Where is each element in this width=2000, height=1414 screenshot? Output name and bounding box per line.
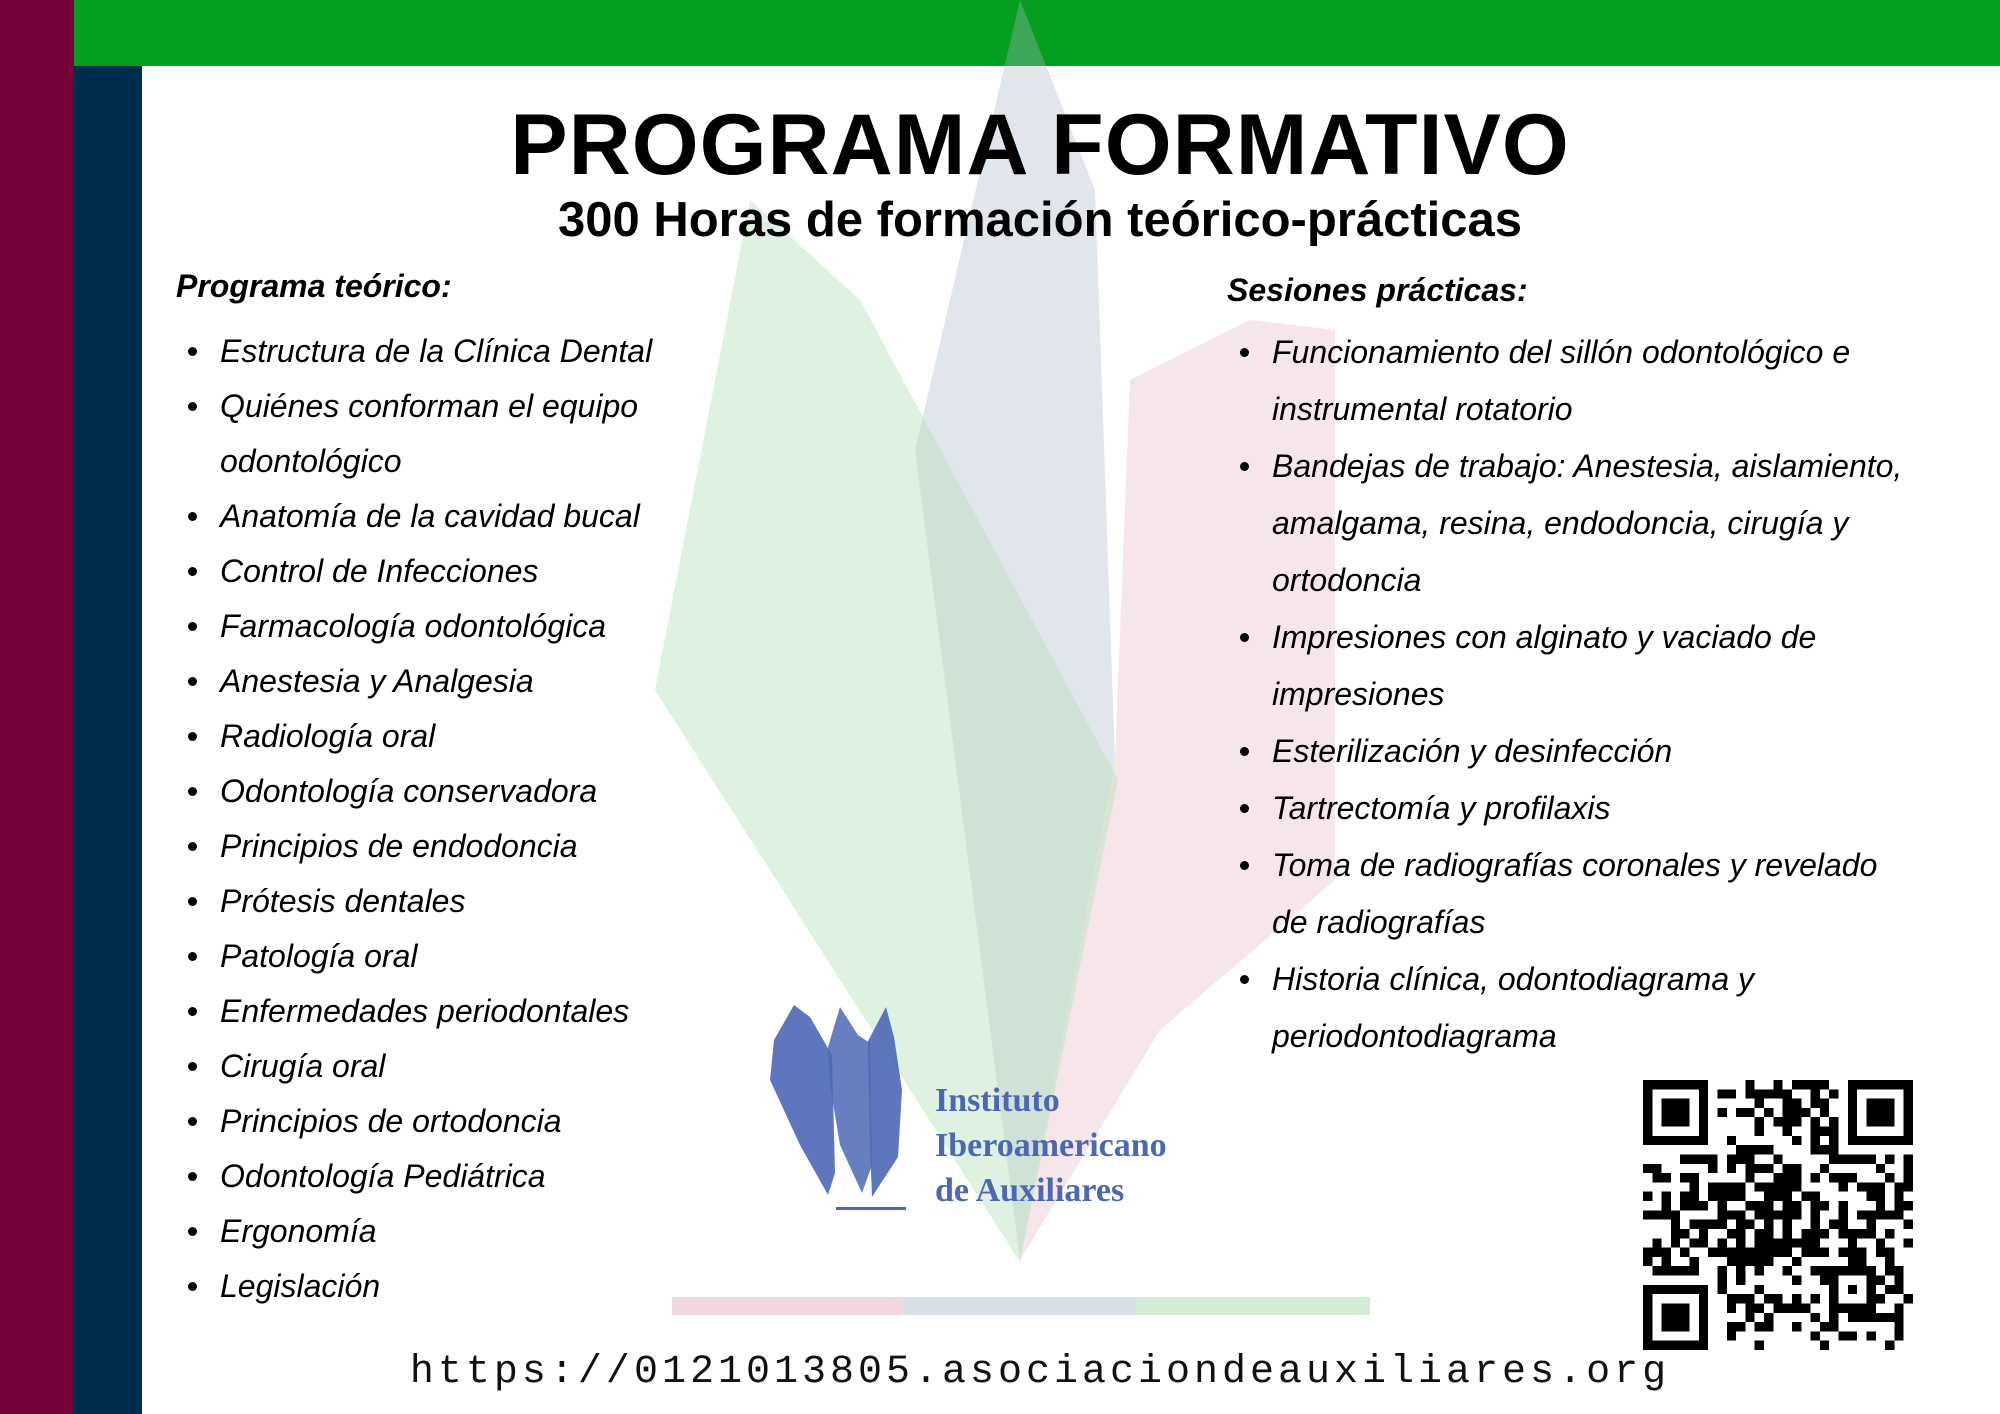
list-item: Toma de radiografías coronales y revelado de radiografías [1228,837,1908,951]
list-item: Tartrectomía y profilaxis [1228,780,1908,837]
list-item: Principios de endodoncia [176,819,736,874]
list-item: Odontología Pediátrica [176,1149,736,1204]
list-item: Farmacología odontológica [176,599,736,654]
list-item: Prótesis dentales [176,874,736,929]
list-item: Quiénes conforman el equipo odontológico [176,379,736,489]
logo-text-line2: Iberoamericano [935,1127,1167,1164]
theory-list [176,324,736,1314]
list-item: Bandejas de trabajo: Anestesia, aislamiento, amalgama, resina, endodoncia, cirugía y ortodoncia [1228,438,1908,609]
list-item: Esterilización y desinfección [1228,723,1908,780]
practice-heading: Sesiones prácticas: [1227,272,1528,308]
list-item: Radiología oral [176,709,736,764]
practice-list [1228,324,1908,1065]
page-subtitle: 300 Horas de formación teórico-prácticas [557,193,1523,247]
list-item: Ergonomía [176,1204,736,1259]
list-item: Funcionamiento del sillón odontológico e instrumental rotatorio [1228,324,1908,438]
list-item: Principios de ortodoncia [176,1094,736,1149]
qr-code-icon[interactable] [1643,1080,1913,1350]
list-item: Anestesia y Analgesia [176,654,736,709]
list-item: Anatomía de la cavidad bucal [176,489,736,544]
list-item: Odontología conservadora [176,764,736,819]
list-item: Patología oral [176,929,736,984]
list-item: Control de Infecciones [176,544,736,599]
page-title: PROGRAMA FORMATIVO [510,97,1570,193]
logo-text-line1: Instituto [935,1082,1060,1119]
list-item: Impresiones con alginato y vaciado de impresiones [1228,609,1908,723]
list-item: Estructura de la Clínica Dental [176,324,736,379]
list-item: Legislación [176,1259,736,1314]
website-url[interactable]: https://0121013805.asociaciondeauxiliares.org [409,1350,1671,1395]
list-item: Enfermedades periodontales [176,984,736,1039]
logo-text-line3: de Auxiliares [935,1172,1125,1209]
list-item: Historia clínica, odontodiagrama y periodontodiagrama [1228,951,1908,1065]
list-item: Cirugía oral [176,1039,736,1094]
theory-heading: Programa teórico: [176,268,452,304]
